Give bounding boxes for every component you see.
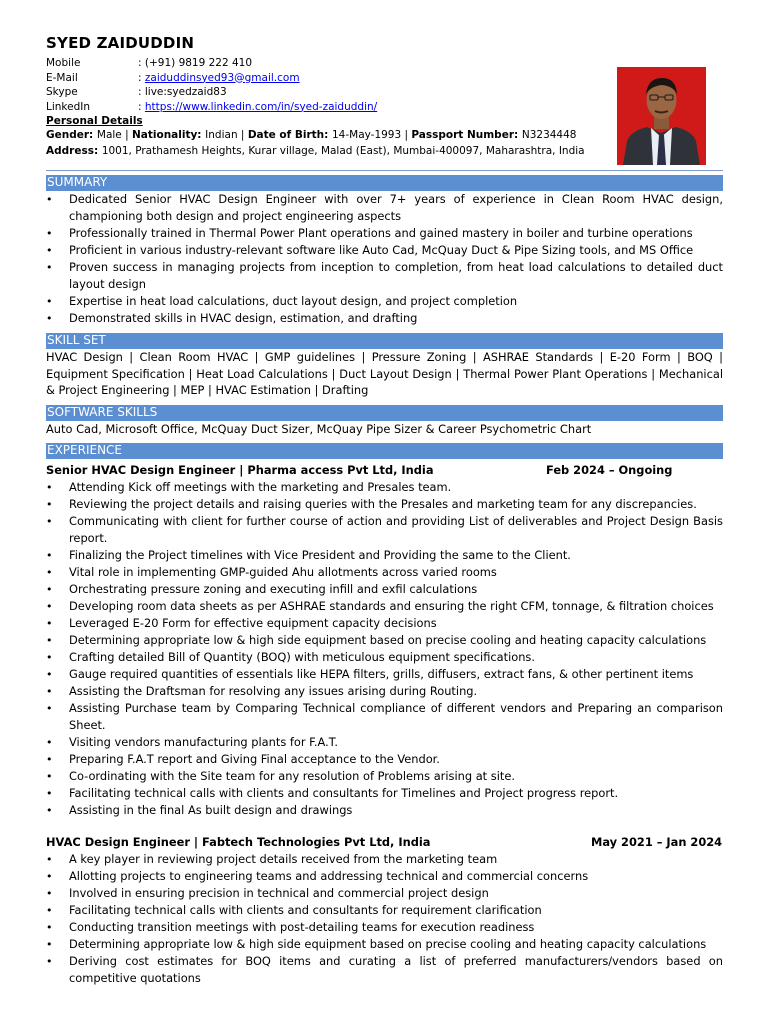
contact-value: : live:syedzaid83 [138, 86, 227, 98]
list-item: • Professionally trained in Thermal Power Plant operations and gained mastery in boiler and turbine operations [46, 225, 723, 242]
software-skills-heading: SOFTWARE SKILLS [46, 405, 723, 421]
contact-label: Skype [46, 86, 78, 98]
list-item: • Dedicated Senior HVAC Design Engineer with over 7+ years of experience in Clean Room HVAC design, championing both design and project engineering aspects [46, 191, 723, 225]
passport-label: Passport Number: [411, 129, 522, 141]
contact-value: : (+91) 9819 222 410 [138, 57, 253, 69]
header-divider [46, 170, 723, 171]
job-dates: Feb 2024 – Ongoing [546, 463, 673, 477]
contact-row-skype [46, 85, 606, 100]
list-item: • Developing room data sheets as per ASHRAE standards and ensuring the right CFM, tonnage, & filtration choices [46, 598, 723, 615]
job-duties-list [46, 851, 723, 987]
list-item: • Reviewing the project details and raising queries with the Presales and marketing team for any discrepancies. [46, 496, 723, 513]
list-item: • Assisting in the final As built design and drawings [46, 802, 723, 819]
contact-row-email [46, 71, 606, 86]
list-item: • Expertise in heat load calculations, duct layout design, and project completion [46, 293, 723, 310]
address-value: 1001, Prathamesh Heights, Kurar village, Malad (East), Mumbai-400097, Maharashtra, India [101, 144, 585, 157]
list-item: • Leveraged E-20 Form for effective equipment capacity decisions [46, 615, 723, 632]
gender-value: Male | [96, 129, 132, 141]
job-dates: May 2021 – Jan 2024 [591, 835, 723, 849]
job-header [46, 462, 723, 479]
list-item: • Co-ordinating with the Site team for any resolution of Problems arising at site. [46, 768, 723, 785]
contact-block [46, 56, 606, 114]
contact-prefix: : [138, 71, 145, 84]
nationality-value: Indian | [205, 129, 248, 141]
list-item: • Assisting Purchase team by Comparing Technical compliance of different vendors and Preparing an comparison Sheet. [46, 700, 723, 734]
list-item: • Orchestrating pressure zoning and executing infill and exfil calculations [46, 581, 723, 598]
list-item: • Attending Kick off meetings with the marketing and Presales team. [46, 479, 723, 496]
job-header [46, 834, 723, 851]
email-link[interactable]: zaiduddinsyed93@gmail.com [144, 71, 300, 84]
list-item: • Preparing F.A.T report and Giving Final acceptance to the Vendor. [46, 751, 723, 768]
contact-row-linkedin [46, 100, 606, 115]
list-item: • Allotting projects to engineering teams and addressing technical and commercial concerns [46, 868, 723, 885]
list-item: • Conducting transition meetings with post-detailing teams for execution readiness [46, 919, 723, 936]
list-item: • Communicating with client for further course of action and providing List of deliverables and Project Design Basis report. [46, 513, 723, 547]
skill-set-heading: SKILL SET [46, 333, 723, 349]
list-item: • Facilitating technical calls with clients and consultants for Timelines and Project progress report. [46, 785, 723, 802]
list-item: • Demonstrated skills in HVAC design, estimation, and drafting [46, 310, 723, 327]
address-label: Address: [46, 144, 102, 157]
candidate-name: SYED ZAIDUDDIN [46, 34, 195, 52]
experience-heading: EXPERIENCE [46, 443, 723, 459]
job-role: Senior HVAC Design Engineer | Pharma access Pvt Ltd, India [46, 463, 434, 477]
dob-label: Date of Birth: [247, 129, 332, 141]
list-item: • Visiting vendors manufacturing plants for F.A.T. [46, 734, 723, 751]
summary-heading: SUMMARY [46, 175, 723, 191]
profile-photo [617, 67, 706, 165]
list-item: • Finalizing the Project timelines with Vice President and Providing the same to the Client. [46, 547, 723, 564]
skill-set-text: HVAC Design | Clean Room HVAC | GMP guidelines | Pressure Zoning | ASHRAE Standards | E-20 Form | BOQ | Equipment Specification | Heat Load Calculations | Duct Layout Design | Thermal Power Plant Operations | Mechanical & Project Engineering | MEP | HVAC Estimation | Drafting [46, 350, 723, 397]
summary-list [46, 191, 723, 327]
list-item: • Deriving cost estimates for BOQ items and curating a list of preferred manufacturers/vendors based on competitive quotations [46, 953, 723, 987]
person-photo-icon [617, 67, 706, 165]
software-skills-text: Auto Cad, Microsoft Office, McQuay Duct Sizer, McQuay Pipe Sizer & Career Psychometric Chart [46, 421, 592, 436]
list-item: • Facilitating technical calls with clients and consultants for requirement clarification [46, 902, 723, 919]
list-item: • Determining appropriate low & high side equipment based on precise cooling and heating capacity calculations [46, 936, 723, 953]
list-item: • Crafting detailed Bill of Quantity (BOQ) with meticulous equipment specifications. [46, 649, 723, 666]
contact-label: Mobile [46, 57, 81, 69]
contact-label: LinkedIn [46, 100, 91, 113]
list-item: • Assisting the Draftsman for resolving any issues arising during Routing. [46, 683, 723, 700]
dob-value: 14-May-1993 | [331, 129, 412, 141]
list-item: • Determining appropriate low & high side equipment based on precise cooling and heating capacity calculations [46, 632, 723, 649]
resume-body [46, 175, 723, 987]
contact-row-mobile [46, 56, 606, 71]
passport-value: N3234448 [521, 129, 577, 141]
list-item: • Vital role in implementing GMP-guided Ahu allotments across varied rooms [46, 564, 723, 581]
list-item: • Proven success in managing projects from inception to completion, from heat load calculations to detailed duct layout design [46, 259, 723, 293]
list-item: • Involved in ensuring precision in technical and commercial project design [46, 885, 723, 902]
list-item: • Proficient in various industry-relevant software like Auto Cad, McQuay Duct & Pipe Sizing tools, and MS Office [46, 242, 723, 259]
linkedin-link[interactable]: https://www.linkedin.com/in/syed-zaiduddin/ [144, 100, 378, 113]
list-item: • A key player in reviewing project details received from the marketing team [46, 851, 723, 868]
job-duties-list [46, 479, 723, 819]
contact-label: E-Mail [46, 71, 78, 84]
contact-prefix: : [138, 100, 145, 113]
gender-label: Gender: [46, 129, 97, 141]
nationality-label: Nationality: [131, 129, 206, 141]
list-item: • Gauge required quantities of essentials like HEPA filters, grills, diffusers, extract fans, & other pertinent items [46, 666, 723, 683]
job-role: HVAC Design Engineer | Fabtech Technologies Pvt Ltd, India [46, 835, 431, 849]
personal-details-title: Personal Details [46, 115, 143, 127]
